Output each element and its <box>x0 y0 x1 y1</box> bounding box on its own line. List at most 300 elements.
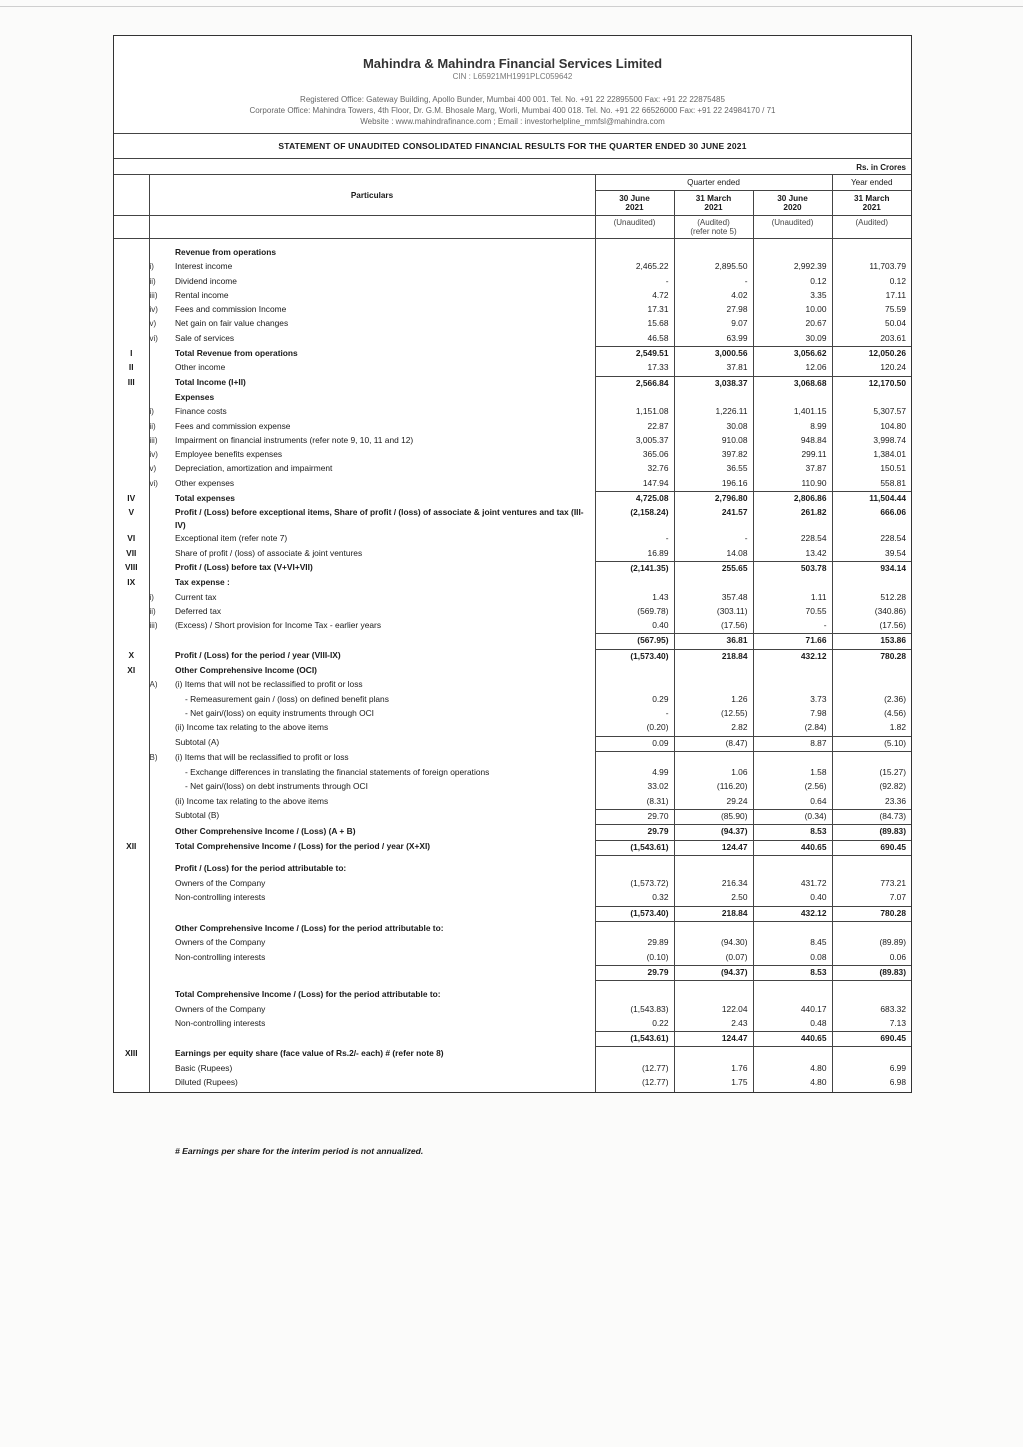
row-sub-index <box>149 965 171 980</box>
row-value: 29.24 <box>674 795 753 810</box>
row-particulars: Total Revenue from operations <box>175 347 298 358</box>
row-value: 0.48 <box>753 1017 832 1032</box>
row-roman-numeral <box>114 906 149 921</box>
row-particulars: (i) Items that will not be reclassified to profit or loss <box>175 679 363 690</box>
row-particulars: Expenses <box>175 391 215 402</box>
website-email: Website : www.mahindrafinance.com ; Email : investorhelpline_mmfsl@mahindra.com <box>360 117 665 126</box>
row-value: (4.56) <box>832 707 911 721</box>
row-sub-index <box>149 825 171 840</box>
row-roman-numeral <box>114 809 149 824</box>
row-sub-index: ii) <box>149 420 171 434</box>
row-value: 4.80 <box>753 1076 832 1092</box>
row-value: 241.57 <box>674 506 753 532</box>
row-value: 780.28 <box>832 906 911 921</box>
registered-office: Registered Office: Gateway Building, Apollo Bunder, Mumbai 400 001. Tel. No. +91 22 22895500 Fax: +91 22 22875485 <box>300 95 725 104</box>
row-value: 432.12 <box>753 906 832 921</box>
row-particulars: Interest income <box>175 261 233 272</box>
table-row <box>114 289 911 303</box>
row-sub-index <box>149 634 171 649</box>
row-value: (1,543.83) <box>595 1003 674 1017</box>
row-sub-index <box>149 361 171 376</box>
row-roman-numeral <box>114 420 149 434</box>
row-particulars: Depreciation, amortization and impairment <box>175 463 333 474</box>
period-header: 31 March 2021 <box>832 191 911 216</box>
row-value: 71.66 <box>753 634 832 649</box>
row-value: (85.90) <box>674 809 753 824</box>
row-particulars: Profit / (Loss) before tax (V+VI+VII) <box>175 562 313 573</box>
row-sub-index: ii) <box>149 275 171 289</box>
row-value <box>753 391 832 405</box>
row-particulars: Total Income (I+II) <box>175 377 246 388</box>
row-particulars: Fees and commission expense <box>175 420 291 431</box>
row-sub-index <box>149 506 171 532</box>
row-value <box>595 576 674 590</box>
row-particulars: - Net gain/(loss) on debt instruments through OCI <box>185 781 368 792</box>
table-row <box>114 506 911 532</box>
row-value: 36.81 <box>674 634 753 649</box>
row-value: 948.84 <box>753 434 832 448</box>
row-value: 365.06 <box>595 448 674 462</box>
row-value: 3.35 <box>753 289 832 303</box>
row-value: 255.65 <box>674 561 753 576</box>
row-value <box>674 678 753 692</box>
row-value <box>595 981 674 1003</box>
row-value: 22.87 <box>595 420 674 434</box>
row-value <box>753 922 832 937</box>
row-value: (1,573.40) <box>595 649 674 664</box>
row-particulars: - Net gain/(loss) on equity instruments through OCI <box>185 707 374 718</box>
row-roman-numeral: VII <box>126 547 137 558</box>
row-sub-index <box>149 877 171 891</box>
row-value: 8.45 <box>753 936 832 950</box>
row-sub-index <box>149 547 171 562</box>
row-value <box>674 391 753 405</box>
table-row <box>114 825 911 840</box>
row-value <box>832 751 911 766</box>
row-roman-numeral <box>114 1017 149 1032</box>
row-value: (0.20) <box>595 721 674 736</box>
row-value: 218.84 <box>674 906 753 921</box>
row-value: 431.72 <box>753 877 832 891</box>
statement-title: STATEMENT OF UNAUDITED CONSOLIDATED FINANCIAL RESULTS FOR THE QUARTER ENDED 30 JUNE 2021 <box>114 133 911 159</box>
row-value: 440.17 <box>753 1003 832 1017</box>
row-roman-numeral <box>114 981 149 1003</box>
row-value <box>832 576 911 590</box>
table-row <box>114 877 911 891</box>
table-row <box>114 332 911 347</box>
row-value: (8.47) <box>674 736 753 751</box>
row-value <box>753 664 832 678</box>
row-value: 29.79 <box>595 825 674 840</box>
row-roman-numeral <box>114 605 149 619</box>
row-sub-index: iv) <box>149 303 171 317</box>
row-value: 11,703.79 <box>832 260 911 274</box>
table-row <box>114 1047 911 1062</box>
table-row <box>114 303 911 317</box>
row-particulars: - Exchange differences in translating the financial statements of foreign operations <box>185 767 490 778</box>
row-roman-numeral <box>114 275 149 289</box>
row-value: 50.04 <box>832 317 911 331</box>
row-value: 17.31 <box>595 303 674 317</box>
row-particulars: Non-controlling interests <box>175 1017 266 1028</box>
row-value: (2,141.35) <box>595 561 674 576</box>
row-sub-index <box>149 766 171 780</box>
row-sub-index <box>149 840 171 855</box>
row-sub-index <box>149 707 171 721</box>
row-roman-numeral <box>114 825 149 840</box>
row-value: 5,307.57 <box>832 405 911 419</box>
row-value: 6.98 <box>832 1076 911 1092</box>
row-particulars: (ii) Income tax relating to the above items <box>175 795 329 806</box>
row-particulars: Non-controlling interests <box>175 892 266 903</box>
row-roman-numeral: I <box>130 347 133 358</box>
row-value: 70.55 <box>753 605 832 619</box>
row-value: - <box>595 707 674 721</box>
row-value: 440.65 <box>753 1032 832 1047</box>
row-particulars: (i) Items that will be reclassified to profit or loss <box>175 752 349 763</box>
row-value: 4.99 <box>595 766 674 780</box>
table-row <box>114 605 911 619</box>
table-row <box>114 721 911 736</box>
row-value: 1.82 <box>832 721 911 736</box>
row-value: (0.10) <box>595 951 674 966</box>
results-table <box>114 159 911 1092</box>
row-sub-index: v) <box>149 317 171 331</box>
row-particulars: Diluted (Rupees) <box>175 1077 238 1088</box>
row-value: 1.75 <box>674 1076 753 1092</box>
row-sub-index <box>149 855 171 877</box>
row-value: 4.02 <box>674 289 753 303</box>
row-value: 124.47 <box>674 840 753 855</box>
row-value: 2,895.50 <box>674 260 753 274</box>
row-value: 0.40 <box>595 619 674 634</box>
row-sub-index: i) <box>149 591 171 605</box>
row-roman-numeral: IX <box>127 577 136 588</box>
row-value: (1,573.40) <box>595 906 674 921</box>
row-value: 0.12 <box>832 275 911 289</box>
row-roman-numeral <box>114 693 149 707</box>
row-value <box>595 751 674 766</box>
row-value: (94.37) <box>674 965 753 980</box>
row-value: (2.36) <box>832 693 911 707</box>
row-value <box>832 239 911 261</box>
row-value <box>753 981 832 1003</box>
row-value: 683.32 <box>832 1003 911 1017</box>
row-value: 32.76 <box>595 462 674 476</box>
row-value: (2,158.24) <box>595 506 674 532</box>
audit-status: (Unaudited) <box>753 216 832 239</box>
row-value <box>753 678 832 692</box>
row-sub-index <box>149 1032 171 1047</box>
row-value: 9.07 <box>674 317 753 331</box>
table-row <box>114 591 911 605</box>
row-roman-numeral <box>114 448 149 462</box>
row-sub-index: vi) <box>149 332 171 347</box>
table-row <box>114 347 911 362</box>
row-roman-numeral <box>114 391 149 405</box>
row-sub-index <box>149 532 171 546</box>
row-value: (89.89) <box>832 936 911 950</box>
table-row <box>114 1032 911 1047</box>
row-value: 1.43 <box>595 591 674 605</box>
row-value: 37.81 <box>674 361 753 376</box>
table-row <box>114 766 911 780</box>
row-particulars: Profit / (Loss) for the period / year (VIII-IX) <box>175 650 341 661</box>
row-value <box>753 751 832 766</box>
row-value: 2.82 <box>674 721 753 736</box>
row-value: 261.82 <box>753 506 832 532</box>
table-row <box>114 239 911 261</box>
row-value: 1,401.15 <box>753 405 832 419</box>
row-value: - <box>674 532 753 546</box>
row-particulars <box>171 965 595 980</box>
period-header: 31 March 2021 <box>674 191 753 216</box>
row-value: 1,226.11 <box>674 405 753 419</box>
row-value: 3,068.68 <box>753 376 832 391</box>
row-value <box>753 239 832 261</box>
table-row <box>114 448 911 462</box>
row-value: 14.08 <box>674 547 753 562</box>
row-value: (15.27) <box>832 766 911 780</box>
row-value: 110.90 <box>753 477 832 492</box>
row-value: 29.70 <box>595 809 674 824</box>
table-row <box>114 532 911 546</box>
row-particulars: Other Comprehensive Income / (Loss) (A + B) <box>175 825 356 836</box>
row-value: 29.79 <box>595 965 674 980</box>
table-row <box>114 317 911 331</box>
row-particulars: Other expenses <box>175 477 235 488</box>
table-row <box>114 477 911 492</box>
row-particulars: Tax expense : <box>175 577 230 588</box>
row-sub-index <box>149 649 171 664</box>
row-value: 7.07 <box>832 891 911 906</box>
row-value: 3,038.37 <box>674 376 753 391</box>
row-value: - <box>595 275 674 289</box>
row-value <box>832 981 911 1003</box>
row-sub-index <box>149 906 171 921</box>
row-value: 23.36 <box>832 795 911 810</box>
row-roman-numeral <box>114 965 149 980</box>
row-value <box>832 1047 911 1062</box>
row-value: 10.00 <box>753 303 832 317</box>
table-row <box>114 707 911 721</box>
row-value: 1.11 <box>753 591 832 605</box>
row-particulars: Finance costs <box>175 406 227 417</box>
row-value: 13.42 <box>753 547 832 562</box>
row-value: 0.08 <box>753 951 832 966</box>
row-value: 11,504.44 <box>832 492 911 507</box>
row-value: 63.99 <box>674 332 753 347</box>
row-value: 3.73 <box>753 693 832 707</box>
row-roman-numeral: III <box>127 377 135 388</box>
row-particulars: Impairment on financial instruments (refer note 9, 10, 11 and 12) <box>175 434 414 445</box>
row-value: 0.64 <box>753 795 832 810</box>
row-roman-numeral <box>114 591 149 605</box>
row-roman-numeral <box>114 1076 149 1092</box>
company-name: Mahindra & Mahindra Financial Services Limited <box>362 56 663 71</box>
table-row <box>114 376 911 391</box>
row-value: 2,566.84 <box>595 376 674 391</box>
row-value <box>832 391 911 405</box>
row-particulars: Deferred tax <box>175 605 222 616</box>
row-value: (8.31) <box>595 795 674 810</box>
row-value: 17.11 <box>832 289 911 303</box>
row-roman-numeral: VIII <box>124 562 138 573</box>
row-value <box>832 664 911 678</box>
results-statement <box>113 35 912 1093</box>
row-value: 1.76 <box>674 1062 753 1076</box>
table-row <box>114 795 911 810</box>
row-value: 12,170.50 <box>832 376 911 391</box>
row-value: 503.78 <box>753 561 832 576</box>
row-value: (12.77) <box>595 1076 674 1092</box>
row-value: 2,465.22 <box>595 260 674 274</box>
row-roman-numeral <box>114 766 149 780</box>
audit-status: (Audited) (refer note 5) <box>674 216 753 239</box>
row-sub-index: A) <box>149 678 171 692</box>
row-sub-index <box>149 1062 171 1076</box>
row-value: 20.67 <box>753 317 832 331</box>
row-value: (12.77) <box>595 1062 674 1076</box>
units-label: Rs. in Crores <box>856 163 906 172</box>
row-sub-index: i) <box>149 405 171 419</box>
row-particulars: Profit / (Loss) for the period attributable to: <box>175 863 347 874</box>
row-value: 2,549.51 <box>595 347 674 362</box>
row-value: 30.09 <box>753 332 832 347</box>
row-value: 1.26 <box>674 693 753 707</box>
row-value: 203.61 <box>832 332 911 347</box>
row-value: 228.54 <box>832 532 911 546</box>
row-sub-index <box>149 693 171 707</box>
row-particulars: Exceptional item (refer note 7) <box>175 533 288 544</box>
row-sub-index: vi) <box>149 477 171 492</box>
period-header: 30 June 2021 <box>595 191 674 216</box>
row-particulars: Net gain on fair value changes <box>175 318 289 329</box>
row-value: (0.07) <box>674 951 753 966</box>
row-value: 2,796.80 <box>674 492 753 507</box>
row-sub-index <box>149 736 171 751</box>
row-value: 0.29 <box>595 693 674 707</box>
table-row <box>114 547 911 562</box>
row-value: 2,992.39 <box>753 260 832 274</box>
particulars-header: Particulars <box>149 175 595 216</box>
row-value: 16.89 <box>595 547 674 562</box>
row-value: 432.12 <box>753 649 832 664</box>
row-particulars: Share of profit / (loss) of associate & joint ventures <box>175 547 363 558</box>
row-value: (1,543.61) <box>595 1032 674 1047</box>
row-value: (1,573.72) <box>595 877 674 891</box>
row-sub-index: iii) <box>149 619 171 634</box>
row-value: (0.34) <box>753 809 832 824</box>
row-roman-numeral <box>114 751 149 766</box>
row-value: 228.54 <box>753 532 832 546</box>
row-roman-numeral: XIII <box>124 1047 138 1058</box>
row-value: (2.56) <box>753 780 832 794</box>
table-row <box>114 951 911 966</box>
table-row <box>114 434 911 448</box>
row-value: (5.10) <box>832 736 911 751</box>
row-value: (17.56) <box>674 619 753 634</box>
row-value: 15.68 <box>595 317 674 331</box>
row-particulars <box>171 1032 595 1047</box>
row-value: (89.83) <box>832 825 911 840</box>
status-spacer <box>149 216 595 239</box>
row-value: 2,806.86 <box>753 492 832 507</box>
row-particulars: Owners of the Company <box>175 1003 266 1014</box>
row-sub-index <box>149 721 171 736</box>
row-value: (94.30) <box>674 936 753 950</box>
row-roman-numeral <box>114 891 149 906</box>
table-row <box>114 275 911 289</box>
row-roman-numeral <box>114 477 149 492</box>
row-particulars: Other income <box>175 362 226 373</box>
table-row <box>114 751 911 766</box>
row-value: 147.94 <box>595 477 674 492</box>
period-header: 30 June 2020 <box>753 191 832 216</box>
row-value: - <box>595 532 674 546</box>
row-value: 3,998.74 <box>832 434 911 448</box>
row-value <box>832 922 911 937</box>
row-roman-numeral: X <box>128 650 135 661</box>
row-value: (116.20) <box>674 780 753 794</box>
row-roman-numeral <box>114 1062 149 1076</box>
row-sub-index: i) <box>149 260 171 274</box>
row-value <box>674 239 753 261</box>
row-particulars: Revenue from operations <box>175 247 276 257</box>
row-value: 7.13 <box>832 1017 911 1032</box>
row-value: 666.06 <box>832 506 911 532</box>
row-value: (567.95) <box>595 634 674 649</box>
row-value: 120.24 <box>832 361 911 376</box>
row-roman-numeral: II <box>128 362 134 373</box>
row-value: 7.98 <box>753 707 832 721</box>
row-value: 4.72 <box>595 289 674 303</box>
row-value <box>753 576 832 590</box>
table-row <box>114 634 911 649</box>
row-value: 46.58 <box>595 332 674 347</box>
table-row <box>114 965 911 980</box>
row-value <box>674 855 753 877</box>
quarter-ended-header: Quarter ended <box>595 175 832 191</box>
row-value: 1,151.08 <box>595 405 674 419</box>
row-value: 150.51 <box>832 462 911 476</box>
row-particulars: Profit / (Loss) before exceptional items, Share of profit / (loss) of associate & joint ventures and tax (III-IV) <box>175 507 584 531</box>
row-roman-numeral <box>114 317 149 331</box>
row-value: 8.53 <box>753 825 832 840</box>
row-value <box>595 391 674 405</box>
row-value: 3,000.56 <box>674 347 753 362</box>
row-value: (89.83) <box>832 965 911 980</box>
row-value: 12.06 <box>753 361 832 376</box>
row-roman-numeral <box>114 260 149 274</box>
row-value <box>674 664 753 678</box>
row-sub-index <box>149 664 171 678</box>
row-value: 8.53 <box>753 965 832 980</box>
audit-status: (Unaudited) <box>595 216 674 239</box>
row-sub-index <box>149 1076 171 1092</box>
row-particulars: Basic (Rupees) <box>175 1062 233 1073</box>
row-value: 8.99 <box>753 420 832 434</box>
row-roman-numeral <box>114 721 149 736</box>
table-row <box>114 693 911 707</box>
row-value: 934.14 <box>832 561 911 576</box>
row-particulars: Rental income <box>175 289 229 300</box>
row-value: 910.08 <box>674 434 753 448</box>
row-roman-numeral <box>114 855 149 877</box>
row-particulars: Total expenses <box>175 492 235 503</box>
row-value: - <box>674 275 753 289</box>
row-value: (569.78) <box>595 605 674 619</box>
